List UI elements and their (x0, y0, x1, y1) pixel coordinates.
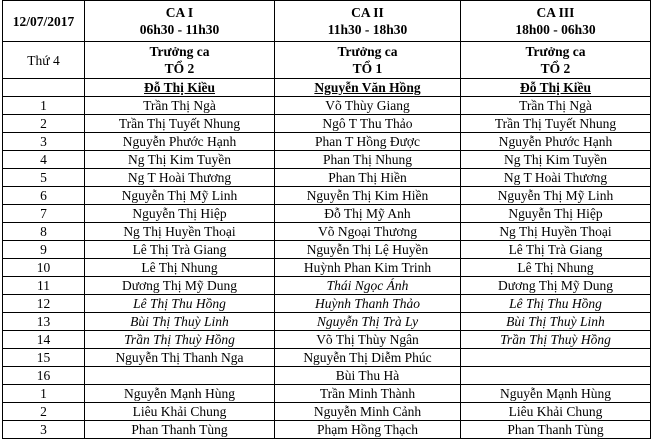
shift-3-lead-label: Trưởng ca (525, 44, 586, 59)
shift-1-team-name: TỔ 2 (164, 61, 195, 76)
table-row (3, 115, 651, 133)
table-row (3, 277, 651, 295)
shift-3-time: 18h00 - 06h30 (515, 22, 596, 37)
shift-1-leader: Đỗ Thị Kiều (85, 79, 275, 97)
shift-1-staff: Nguyễn Thị Mỹ Linh (85, 187, 275, 205)
shift-2-staff: Nguyễn Thị Kim Hiền (275, 187, 461, 205)
shift-2-team-name: TỔ 1 (352, 61, 383, 76)
shift-2-staff: Võ Ngoại Thương (275, 223, 461, 241)
shift-2-staff: Ngô T Thu Thảo (275, 115, 461, 133)
shift-3-staff: Dương Thị Mỹ Dung (461, 277, 651, 295)
shift-1-staff: Trần Thị Thuỳ Hồng (85, 331, 275, 349)
shift-2-header (275, 1, 461, 42)
row-number: 16 (3, 367, 85, 385)
table-row (3, 259, 651, 277)
shift-1-staff: Lê Thị Trà Giang (85, 241, 275, 259)
shift-1-staff: Trần Thị Tuyết Nhung (85, 115, 275, 133)
team-header-row (3, 42, 651, 79)
row-number: 7 (3, 205, 85, 223)
shift-3-team-name: TỔ 2 (540, 61, 571, 76)
shift-3-staff: Phan Thanh Tùng (461, 421, 651, 439)
shift-2-staff: Bùi Thu Hà (275, 367, 461, 385)
table-row (3, 295, 651, 313)
shift-1-staff: Nguyễn Thị Hiệp (85, 205, 275, 223)
shift-1-lead-label: Trưởng ca (149, 44, 210, 59)
shift-1-staff: Ng T Hoài Thương (85, 169, 275, 187)
row-number: 15 (3, 349, 85, 367)
roster-body (3, 1, 651, 439)
shift-2-staff: Võ Thị Thùy Ngân (275, 331, 461, 349)
table-row (3, 367, 651, 385)
shift-3-staff: Nguyễn Thị Hiệp (461, 205, 651, 223)
shift-1-staff: Lê Thị Thu Hồng (85, 295, 275, 313)
table-row (3, 205, 651, 223)
shift-3-staff: Nguyễn Thị Mỹ Linh (461, 187, 651, 205)
shift-3-staff: Liêu Khải Chung (461, 403, 651, 421)
shift-3-staff: Ng T Hoài Thương (461, 169, 651, 187)
shift-1-staff: Phan Thanh Tùng (85, 421, 275, 439)
shift-1-staff: Nguyễn Thị Thanh Nga (85, 349, 275, 367)
table-row (3, 385, 651, 403)
shift-3-staff: Bùi Thị Thuỳ Linh (461, 313, 651, 331)
shift-2-staff: Võ Thùy Giang (275, 97, 461, 115)
row-number: 14 (3, 331, 85, 349)
shift-3-staff: Trần Thị Tuyết Nhung (461, 115, 651, 133)
row-number: 1 (3, 97, 85, 115)
shift-2-staff: Nguyễn Thị Trà Ly (275, 313, 461, 331)
row-number: 10 (3, 259, 85, 277)
shift-2-lead-label: Trưởng ca (337, 44, 398, 59)
shift-3-team (461, 42, 651, 79)
date-cell: 12/07/2017 (3, 1, 85, 42)
shift-header-row (3, 1, 651, 42)
table-row (3, 97, 651, 115)
shift-1-staff: Dương Thị Mỹ Dung (85, 277, 275, 295)
row-number: 6 (3, 187, 85, 205)
shift-3-staff: Lê Thị Trà Giang (461, 241, 651, 259)
table-row (3, 133, 651, 151)
shift-2-staff: Nguyễn Minh Cảnh (275, 403, 461, 421)
shift-2-name: CA II (351, 5, 384, 20)
shift-2-staff: Đỗ Thị Mỹ Anh (275, 205, 461, 223)
shift-1-staff: Nguyễn Phước Hạnh (85, 133, 275, 151)
shift-2-staff: Phan Thị Nhung (275, 151, 461, 169)
shift-2-time: 11h30 - 18h30 (327, 22, 408, 37)
shift-1-time: 06h30 - 11h30 (139, 22, 220, 37)
shift-2-staff: Trần Minh Thành (275, 385, 461, 403)
shift-1-staff: Trần Thị Ngà (85, 97, 275, 115)
shift-1-staff: Nguyễn Mạnh Hùng (85, 385, 275, 403)
table-row (3, 403, 651, 421)
shift-3-staff: Ng Thị Huyền Thoại (461, 223, 651, 241)
shift-3-staff: Lê Thị Nhung (461, 259, 651, 277)
row-number: 4 (3, 151, 85, 169)
shift-3-staff: Trần Thị Thuỳ Hồng (461, 331, 651, 349)
table-row (3, 223, 651, 241)
shift-2-staff: Thái Ngọc Ánh (275, 277, 461, 295)
shift-1-staff: Ng Thị Kim Tuyền (85, 151, 275, 169)
table-row (3, 313, 651, 331)
shift-2-staff: Phạm Hồng Thạch (275, 421, 461, 439)
shift-1-staff: Lê Thị Nhung (85, 259, 275, 277)
table-row (3, 169, 651, 187)
shift-2-staff: Phan T Hồng Được (275, 133, 461, 151)
table-row (3, 331, 651, 349)
shift-3-staff: Lê Thị Thu Hồng (461, 295, 651, 313)
shift-1-team (85, 42, 275, 79)
row-number: 11 (3, 277, 85, 295)
shift-1-staff: Ng Thị Huyền Thoại (85, 223, 275, 241)
table-row (3, 241, 651, 259)
table-row (3, 151, 651, 169)
shift-2-leader: Nguyễn Văn Hồng (275, 79, 461, 97)
shift-3-header (461, 1, 651, 42)
row-number: 3 (3, 133, 85, 151)
table-row (3, 349, 651, 367)
shift-1-staff (85, 367, 275, 385)
row-number: 2 (3, 115, 85, 133)
shift-1-header (85, 1, 275, 42)
row-number: 9 (3, 241, 85, 259)
shift-3-staff: Nguyễn Phước Hạnh (461, 133, 651, 151)
leader-num-cell (3, 79, 85, 97)
shift-2-team (275, 42, 461, 79)
row-number: 5 (3, 169, 85, 187)
shift-1-staff: Bùi Thị Thuỳ Linh (85, 313, 275, 331)
row-number: 1 (3, 385, 85, 403)
weekday-cell: Thứ 4 (3, 42, 85, 79)
row-number: 8 (3, 223, 85, 241)
shift-2-staff: Huỳnh Thanh Thảo (275, 295, 461, 313)
shift-3-staff: Nguyễn Mạnh Hùng (461, 385, 651, 403)
row-number: 2 (3, 403, 85, 421)
table-row (3, 421, 651, 439)
shift-3-staff (461, 367, 651, 385)
shift-2-staff: Phan Thị Hiền (275, 169, 461, 187)
shift-3-staff: Trần Thị Ngà (461, 97, 651, 115)
table-row (3, 187, 651, 205)
row-number: 13 (3, 313, 85, 331)
row-number: 12 (3, 295, 85, 313)
shift-3-leader: Đỗ Thị Kiều (461, 79, 651, 97)
shift-2-staff: Huỳnh Phan Kim Trinh (275, 259, 461, 277)
leader-row (3, 79, 651, 97)
shift-3-staff: Ng Thị Kim Tuyền (461, 151, 651, 169)
shift-3-name: CA III (536, 5, 575, 20)
shift-2-staff: Nguyễn Thị Lệ Huyền (275, 241, 461, 259)
shift-roster-table (2, 0, 651, 439)
row-number: 3 (3, 421, 85, 439)
shift-1-name: CA I (165, 5, 194, 20)
shift-3-staff (461, 349, 651, 367)
shift-2-staff: Nguyễn Thị Diễm Phúc (275, 349, 461, 367)
shift-1-staff: Liêu Khải Chung (85, 403, 275, 421)
